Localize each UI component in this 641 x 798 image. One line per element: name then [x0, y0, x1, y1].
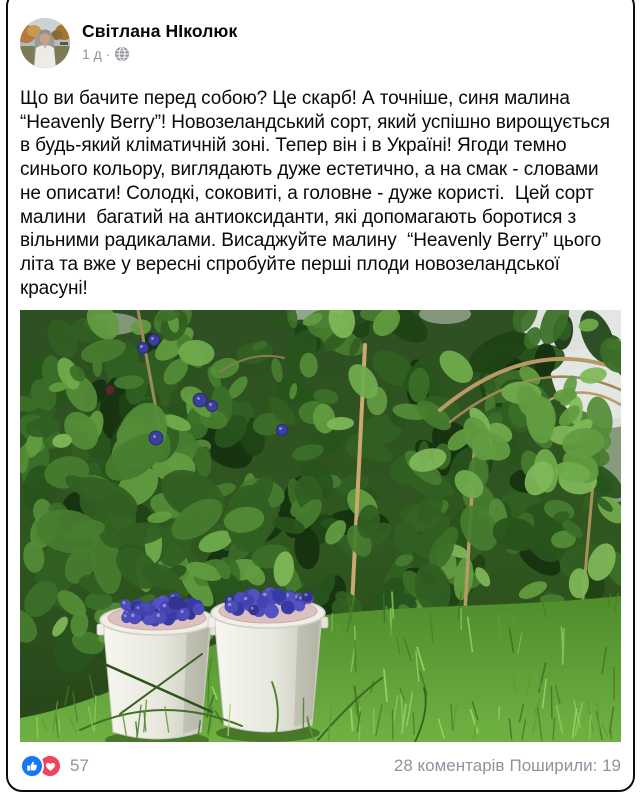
shares-count[interactable]: Поширили: 19 [509, 756, 621, 775]
reactions-count[interactable]: 57 [70, 756, 89, 775]
globe-icon [115, 47, 129, 61]
author-name[interactable]: Світлана НІколюк [82, 21, 238, 41]
facebook-post [20, 18, 621, 775]
timestamp: 1 д [82, 46, 102, 62]
post-body-text: Що ви бачите перед собою? Це скарб! А точніше, синя малина “Heavenly Berry”! Новозеландський сорт, який успішно вирощується в будь-який кліматичній зоні. Тепер він і в Україні! Ягоди темно синього кольору, виглядають дуже естетично, а на смак - словами не описати! Солодкі, соковиті, а головне - дуже користі. Цей сорт малини багатий на антиоксиданти, які допомагають боротися з вільними радикалами. Висаджуйте малину “Heavenly Berry” цього літа та вже у вересні спробуйте перші плоди новозеландської красуні! [20, 88, 616, 299]
post-meta[interactable] [82, 46, 237, 62]
post-footer [20, 742, 621, 790]
photo-scene [20, 310, 621, 742]
meta-separator: · [105, 46, 111, 62]
comments-count[interactable]: 28 коментарів [393, 756, 505, 775]
avatar-image [20, 18, 70, 68]
like-icon[interactable] [20, 754, 44, 778]
post-photo[interactable] [20, 310, 621, 742]
avatar[interactable] [20, 18, 70, 68]
post-header [20, 18, 621, 68]
reactions-summary[interactable] [20, 754, 89, 778]
